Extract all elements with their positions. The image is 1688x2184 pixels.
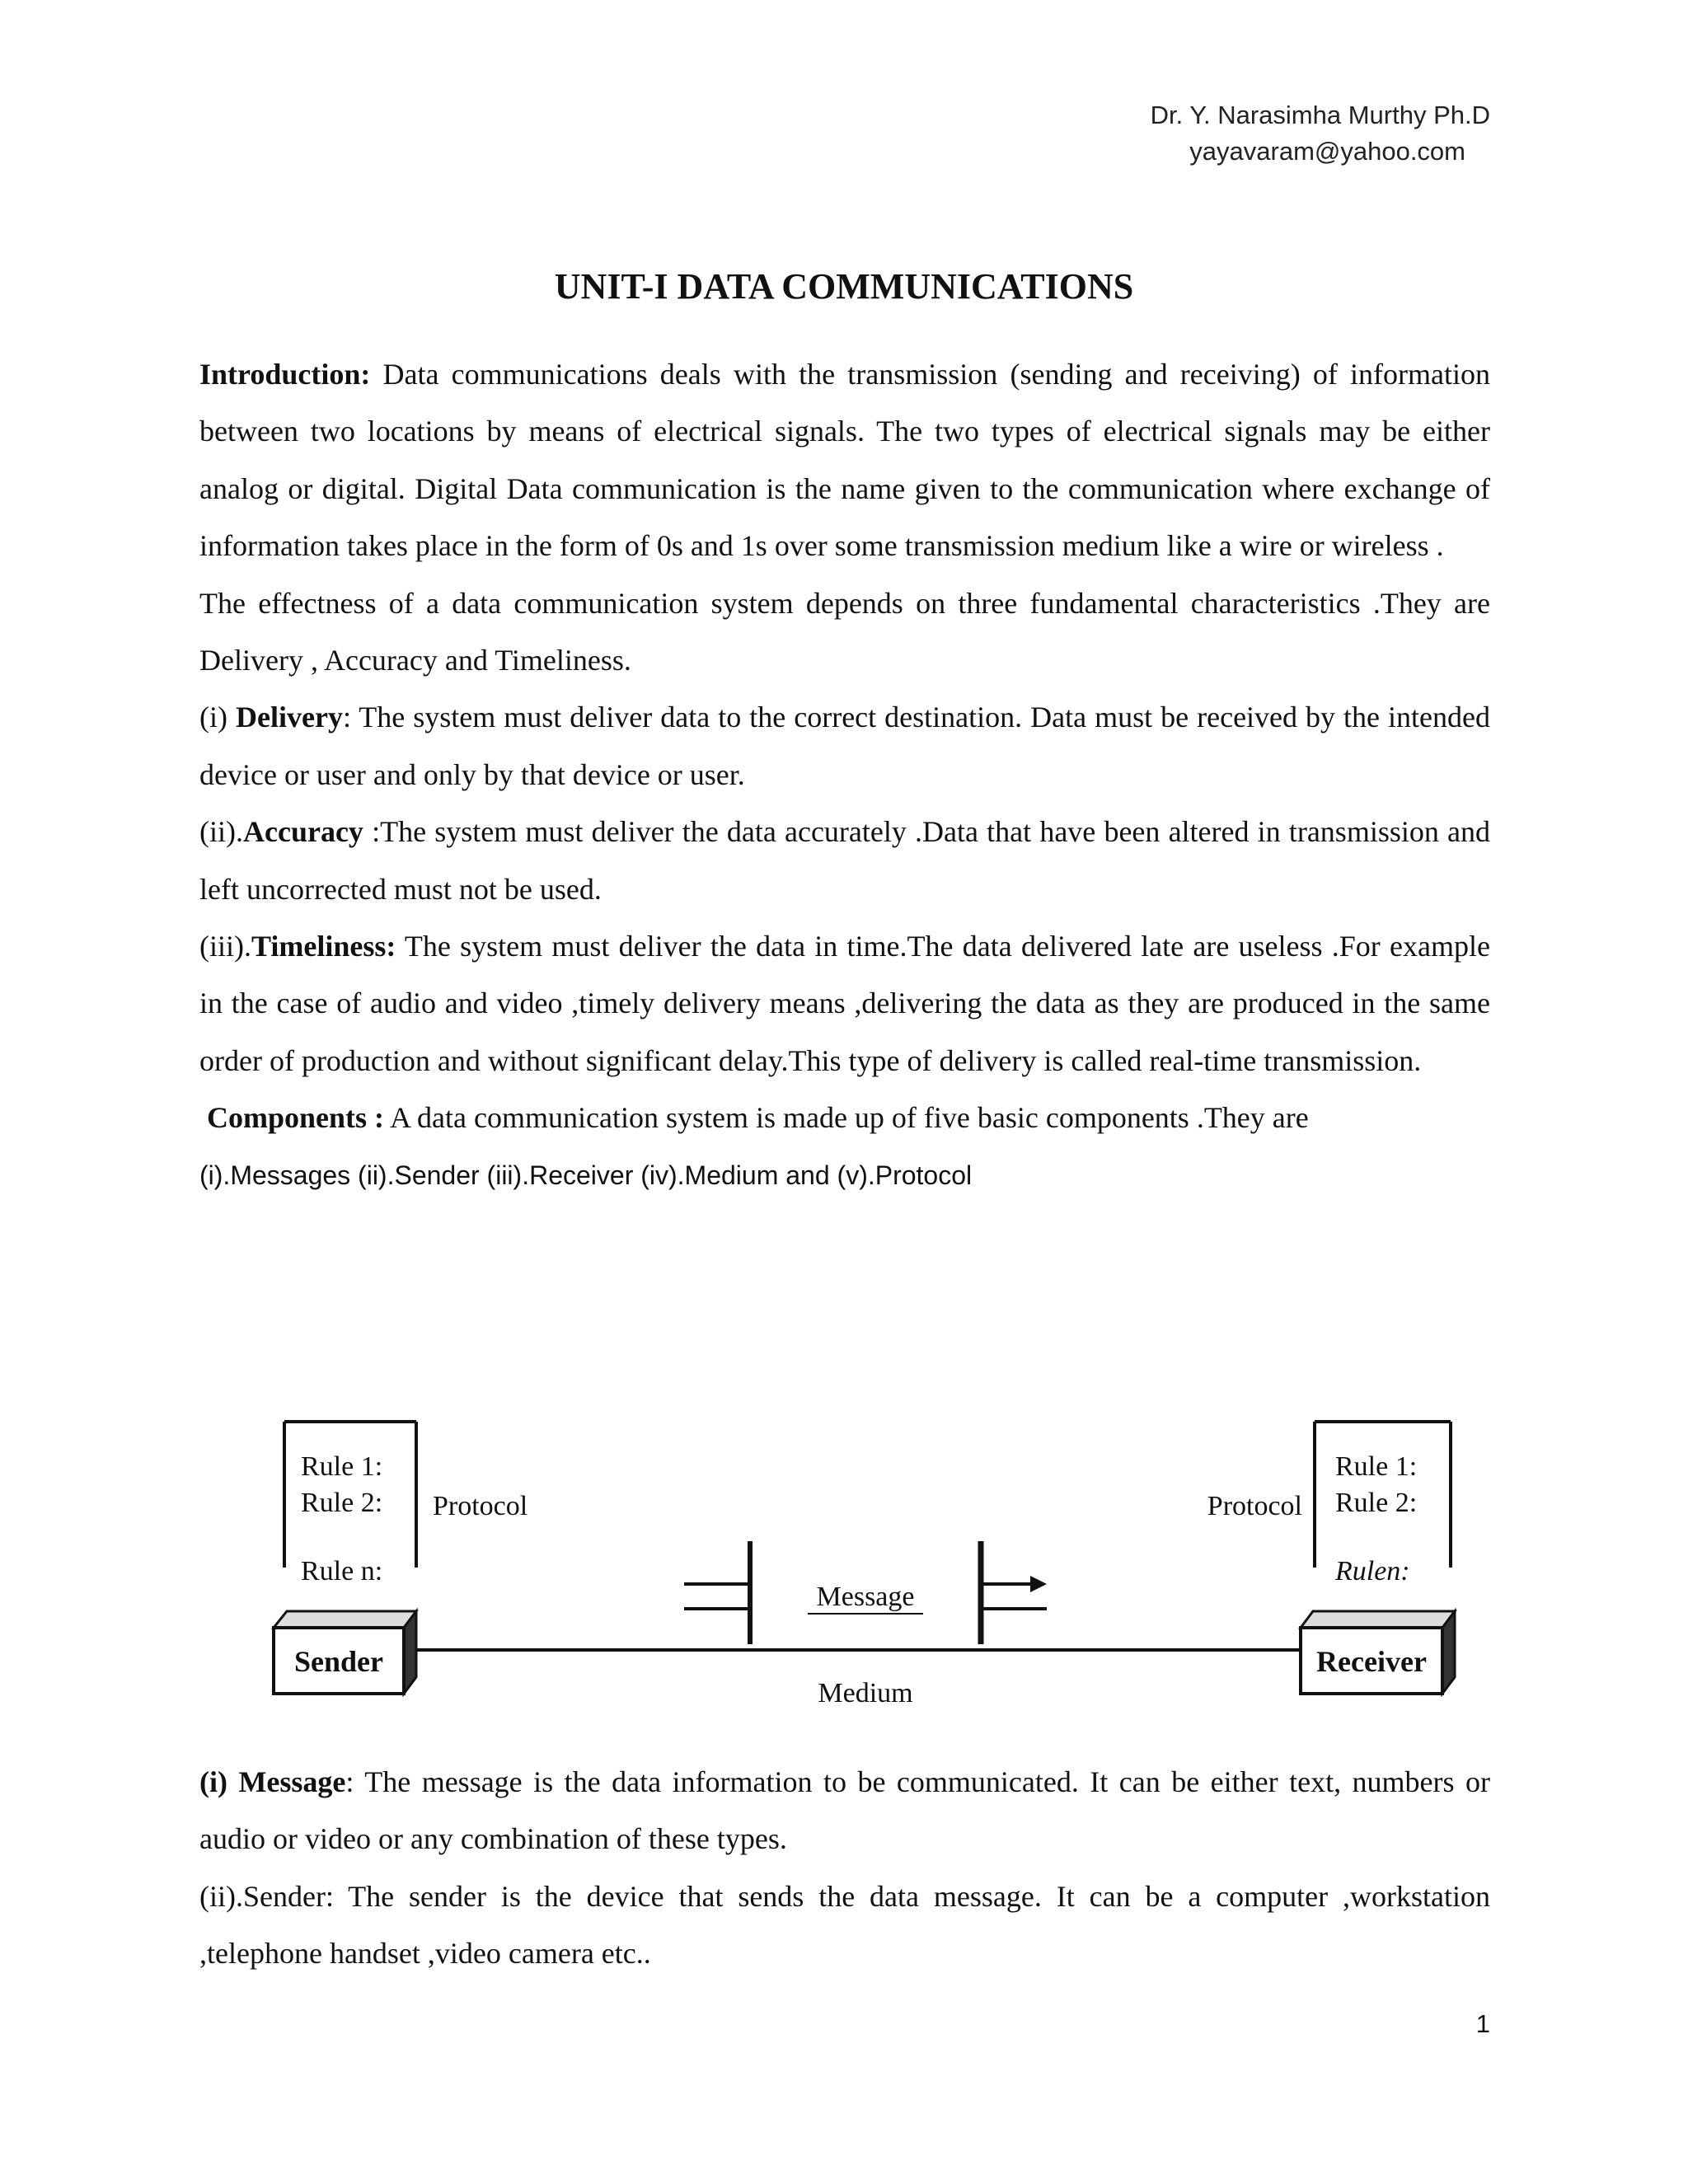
components-paragraph xyxy=(199,1090,1490,1146)
components-text: A data communication system is made up of five basic components .They are xyxy=(384,1101,1309,1135)
left-rule-1: Rule 1: xyxy=(301,1451,383,1482)
left-rule-2: Rule 2: xyxy=(301,1488,383,1518)
timeliness-label: Timeliness: xyxy=(251,930,396,963)
author-email: yayavaram@yahoo.com xyxy=(1189,137,1465,166)
message-def-text: : The message is the data information to be communicated. It can be either text, numbers or audio or video or any combination of these types. xyxy=(199,1765,1491,1856)
protocol-left-label: Protocol xyxy=(433,1491,528,1521)
sender-top xyxy=(274,1611,416,1628)
components-list: (i).Messages (ii).Sender (iii).Receiver (iv).Medium and (v).Protocol xyxy=(199,1160,973,1190)
message-arrow-head xyxy=(1030,1576,1047,1592)
timeliness-text: The system must deliver the data in time.The data delivered late are useless .For example in the case of audio and video ,timely delivery means ,delivering the data as they are produced in the same order of production and without significant delay.This type of delivery is called real-time transmission. xyxy=(199,930,1490,1077)
protocol-right-label: Protocol xyxy=(1207,1491,1302,1521)
receiver-top xyxy=(1301,1611,1455,1628)
timeliness-paragraph xyxy=(199,918,1490,1090)
accuracy-text: :The system must deliver the data accurately .Data that have been altered in transmission and left uncorrected must not be used. xyxy=(199,815,1490,906)
page-number: 1 xyxy=(1475,2009,1490,2038)
communication-diagram xyxy=(256,1409,1475,1739)
accuracy-label: Accuracy xyxy=(242,815,363,849)
components-label: Components : xyxy=(207,1101,385,1135)
intro-paragraph xyxy=(199,346,1490,575)
effect-paragraph: The effectness of a data communication system depends on three fundamental characteristics .They are Delivery , Accuracy and Timeliness. xyxy=(199,586,1490,677)
author-name: Dr. Y. Narasimha Murthy Ph.D xyxy=(1150,101,1490,129)
message-label: Message xyxy=(816,1582,915,1612)
delivery-prefix: (i) xyxy=(199,701,236,734)
message-definition xyxy=(199,1754,1490,1868)
receiver-side xyxy=(1442,1611,1455,1694)
main-text xyxy=(199,346,1490,1204)
sender-label: Sender xyxy=(294,1645,383,1678)
sender-definition: (ii).Sender: The sender is the device that sends the data message. It can be a computer ,workstation ,telephone handset ,video camera etc.. xyxy=(199,1879,1490,1971)
accuracy-paragraph xyxy=(199,804,1490,918)
intro-text: Data communications deals with the transmission (sending and receiving) of information between two locations by means of electrical signals. The two types of electrical signals may be either analog or digital. Digital Data communication is the name given to the communication where exchange of information takes place in the form of 0s and 1s over some transmission medium like a wire or wireless . xyxy=(199,358,1490,563)
lower-text xyxy=(199,1754,1490,1983)
diagram-svg xyxy=(256,1409,1475,1739)
right-rule-n: Rulen: xyxy=(1335,1556,1410,1586)
timeliness-prefix: (iii). xyxy=(199,930,251,963)
delivery-label: Delivery xyxy=(236,701,343,734)
receiver-label: Receiver xyxy=(1316,1645,1427,1678)
left-rule-n: Rule n: xyxy=(301,1556,383,1586)
delivery-paragraph xyxy=(199,689,1490,804)
right-rule-2: Rule 2: xyxy=(1335,1488,1418,1518)
sender-side xyxy=(404,1611,416,1694)
delivery-text: : The system must deliver data to the correct destination. Data must be received by the intended device or user and only by that device or user. xyxy=(199,701,1490,791)
message-def-label: (i) Message xyxy=(199,1765,346,1798)
accuracy-prefix: (ii). xyxy=(199,815,243,849)
medium-label: Medium xyxy=(818,1678,913,1708)
intro-label: Introduction: xyxy=(199,358,371,391)
right-rule-1: Rule 1: xyxy=(1335,1451,1418,1482)
page-title: UNIT-I DATA COMMUNICATIONS xyxy=(554,266,1134,307)
page-header xyxy=(1151,97,1490,170)
